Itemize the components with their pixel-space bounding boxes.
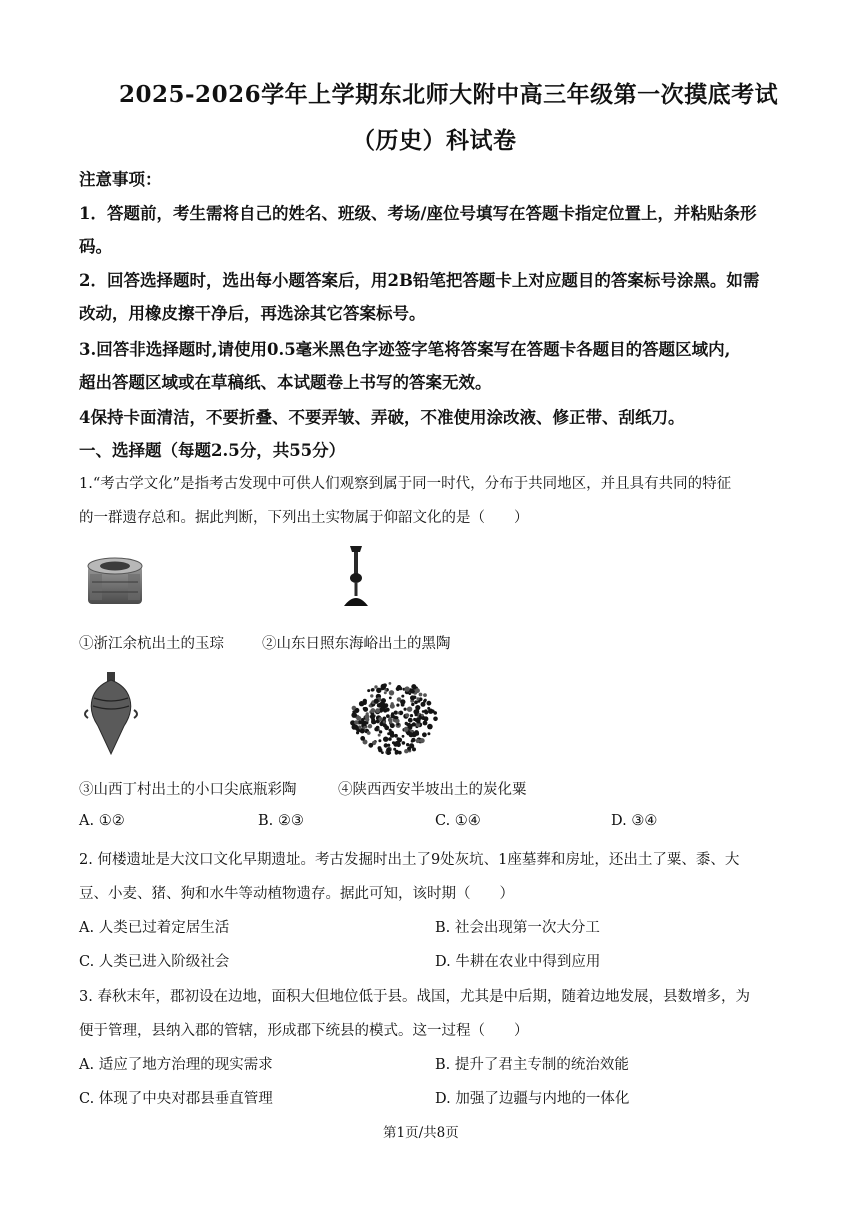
pointed-bottom-bottle-image [80,670,142,756]
q3-option-d[interactable]: D. 加强了边疆与内地的一体化 [435,1091,630,1107]
page-footer: 第1页/共8页 [383,1125,459,1141]
q1-caption2: ②山东日照东海峪出土的黑陶 [262,636,451,652]
q1-option-c[interactable]: C. ①④ [435,813,481,829]
notice-heading: 注意事项： [79,170,162,189]
page-title-line1: 2025-2026学年上学期东北师大附中高三年级第一次摸底考试 [119,81,779,108]
q1-stem-line2: 的一群遗存总和。据此判断，下列出土实物属于仰韶文化的是（ ） [79,510,529,526]
section1-heading: 一、选择题（每题2.5分，共55分） [79,441,346,460]
q1-caption3: ③山西丁村出土的小口尖底瓶彩陶 [79,782,297,798]
notice-item2-line1: 2．回答选择题时，选出每小题答案后，用2B铅笔把答题卡上对应题目的答案标号涂黑。如需 [79,271,760,290]
q1-caption4: ④陕西西安半坡出土的炭化粟 [338,782,527,798]
carbonized-millet-image [350,678,438,758]
q1-option-a[interactable]: A. ①② [79,813,125,829]
q2-stem-line1: 2. 何楼遗址是大汶口文化早期遗址。考古发掘时出土了9处灰坑、1座墓葬和房址，还出土了粟、黍、大 [79,852,740,868]
q2-option-c[interactable]: C. 人类已进入阶级社会 [79,954,230,970]
q2-option-d[interactable]: D. 牛耕在农业中得到应用 [435,954,601,970]
notice-item1-line2: 码。 [79,237,112,256]
q3-stem-line1: 3. 春秋末年，郡初设在边地，面积大但地位低于县。战国，尤其是中后期，随着边地发展，县数增多，为 [79,989,750,1005]
q1-option-b[interactable]: B. ②③ [258,813,304,829]
black-pottery-image [338,544,374,610]
q3-option-c[interactable]: C. 体现了中央对郡县垂直管理 [79,1091,273,1107]
q1-caption1: ①浙江余杭出土的玉琮 [79,636,224,652]
notice-item4: 4保持卡面清洁，不要折叠、不要弄皱、弄破，不准使用涂改液、修正带、刮纸刀。 [79,408,685,427]
jade-cong-image [84,552,146,614]
q3-stem-line2: 便于管理，县纳入郡的管辖，形成郡下统县的模式。这一过程（ ） [79,1023,529,1039]
q1-option-d[interactable]: D. ③④ [611,813,658,829]
page-title-line2: （历史）科试卷 [352,127,517,154]
notice-item1-line1: 1．答题前，考生需将自己的姓名、班级、考场/座位号填写在答题卡指定位置上，并粘贴条形 [79,204,757,223]
notice-item3-line2: 超出答题区域或在草稿纸、本试题卷上书写的答案无效。 [79,373,492,392]
q2-option-a[interactable]: A. 人类已过着定居生活 [79,920,230,936]
q3-option-b[interactable]: B. 提升了君主专制的统治效能 [435,1057,629,1073]
q2-stem-line2: 豆、小麦、猪、狗和水牛等动植物遗存。据此可知，该时期（ ） [79,886,514,902]
notice-item2-line2: 改动，用橡皮擦干净后，再选涂其它答案标号。 [79,304,426,323]
q1-stem-line1: 1.“考古学文化”是指考古发现中可供人们观察到属于同一时代，分布于共同地区，并且具有共同的特征 [79,476,732,492]
q3-option-a[interactable]: A. 适应了地方治理的现实需求 [79,1057,273,1073]
notice-item3-line1: 3.回答非选择题时,请使用0.5毫米黑色字迹签字笔将答案写在答题卡各题目的答题区域内, [79,340,731,359]
q2-option-b[interactable]: B. 社会出现第一次大分工 [435,920,600,936]
